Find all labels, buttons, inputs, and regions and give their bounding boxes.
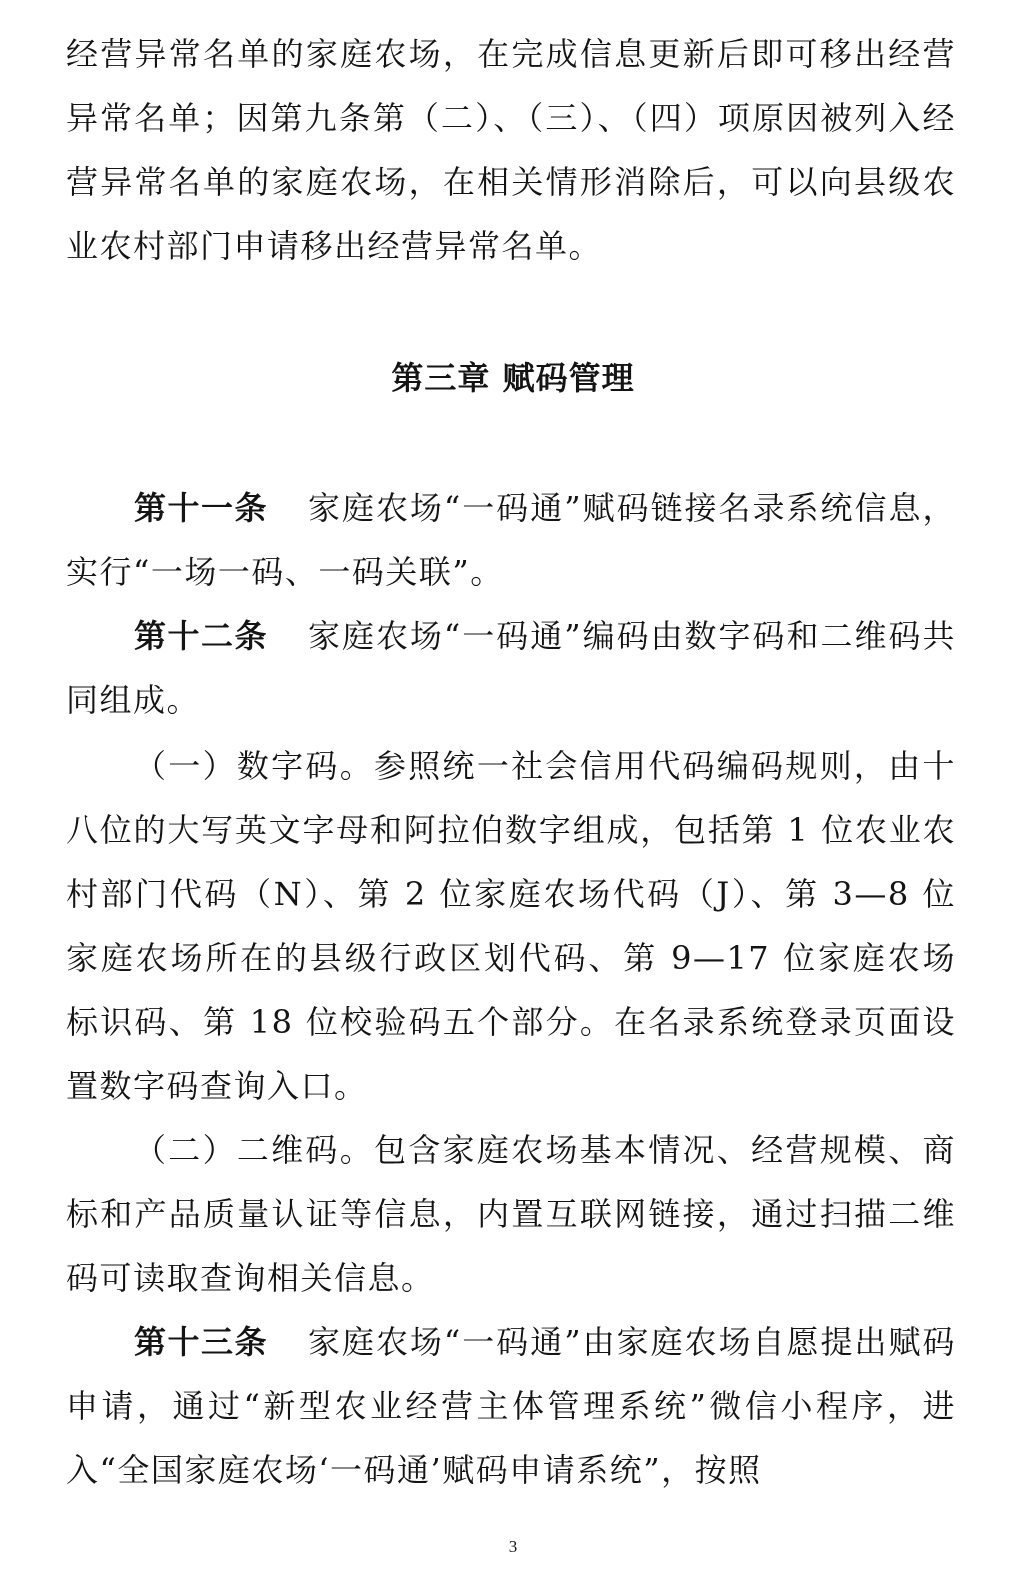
item-1-paragraph: （一）数字码。参照统一社会信用代码编码规则，由十八位的大写英文字母和阿拉伯数字组成，包括第 1 位农业农村部门代码（N）、第 2 位家庭农场代码（J）、第 3—8 位家庭农场所在的县级行政区划代码、第 9—17 位家庭农场标识码、第 18 位校验码五个部分。在名录系统登录页面设置数字码查询入口。 [66, 747, 956, 1105]
article-13-label: 第十三条 [134, 1323, 268, 1361]
chapter-title: 第三章 赋码管理 [391, 359, 635, 397]
article-13-paragraph [66, 1310, 956, 1502]
page-number: 3 [508, 1537, 518, 1556]
article-12-label: 第十二条 [134, 617, 268, 655]
item-2-paragraph: （二）二维码。包含家庭农场基本情况、经营规模、商标和产品质量认证等信息，内置互联网链接，通过扫描二维码可读取查询相关信息。 [66, 1131, 956, 1297]
article-12-paragraph [66, 604, 956, 732]
article-11-text: 家庭农场“一码通”赋码链接名录系统信息，实行“一场一码、一码关联”。 [66, 489, 956, 591]
article-13-text: 家庭农场“一码通”由家庭农场自愿提出赋码申请，通过“新型农业经营主体管理系统”微信小程序，进入“全国家庭农场‘一码通’赋码申请系统”，按照 [66, 1323, 956, 1489]
article-12-text: 家庭农场“一码通”编码由数字码和二维码共同组成。 [66, 617, 956, 719]
article-11-paragraph [66, 476, 956, 604]
continuation-paragraph: 经营异常名单的家庭农场，在完成信息更新后即可移出经营异常名单；因第九条第（二）、（三）、（四）项原因被列入经营异常名单的家庭农场，在相关情形消除后，可以向县级农业农村部门申请移出经营异常名单。 [66, 35, 956, 265]
article-11-label: 第十一条 [134, 489, 268, 527]
